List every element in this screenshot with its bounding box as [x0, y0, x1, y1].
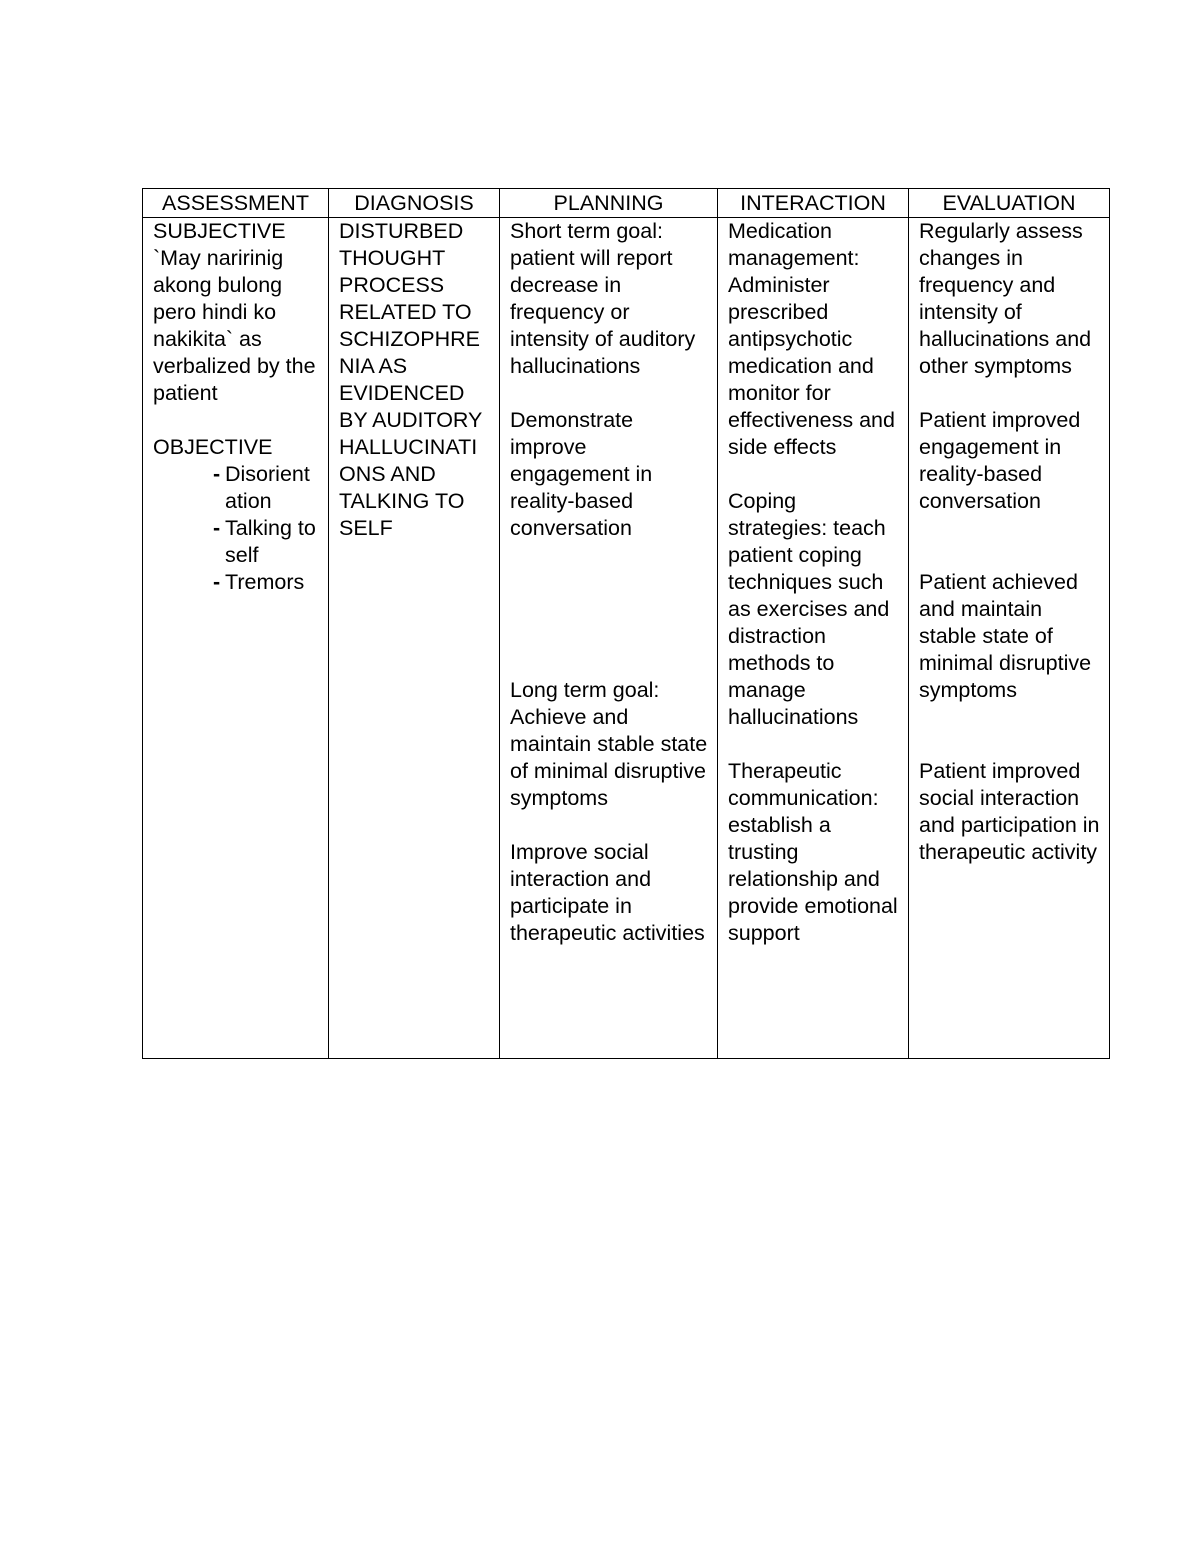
bullet-dash: - — [213, 462, 221, 486]
spacer — [919, 704, 1101, 758]
objective-list — [153, 461, 320, 596]
header-planning: PLANNING — [500, 189, 718, 218]
spacer — [510, 380, 709, 407]
spacer — [919, 380, 1101, 407]
interaction-cell — [718, 218, 909, 1059]
bullet-dash: - — [213, 570, 221, 594]
bullet-dash: - — [213, 516, 221, 540]
list-item — [213, 569, 320, 596]
evaluation-engagement: Patient improved engagement in reality-based conversation — [919, 408, 1081, 513]
spacer — [510, 812, 709, 839]
nursing-care-plan-table — [142, 188, 1110, 1059]
header-assessment: ASSESSMENT — [143, 189, 329, 218]
subjective-label: SUBJECTIVE — [153, 219, 286, 243]
spacer — [510, 542, 709, 677]
objective-label: OBJECTIVE — [153, 435, 273, 459]
table-row — [143, 218, 1110, 1059]
evaluation-stable: Patient achieved and maintain stable state of minimal disruptive symptoms — [919, 570, 1092, 702]
list-item — [213, 461, 320, 515]
header-evaluation: EVALUATION — [909, 189, 1110, 218]
objective-item: Disorientation — [225, 462, 310, 513]
spacer — [728, 731, 900, 758]
header-diagnosis: DIAGNOSIS — [329, 189, 500, 218]
short-term-goal: Short term goal: patient will report decrease in frequency or intensity of auditory hallucinations — [510, 219, 696, 378]
list-item — [213, 515, 320, 569]
evaluation-cell — [909, 218, 1110, 1059]
table-header-row — [143, 189, 1110, 218]
diagnosis-cell — [329, 218, 500, 1059]
objective-item: Tremors — [225, 570, 305, 594]
spacer — [153, 407, 320, 434]
therapeutic-communication: Therapeutic communication: establish a trusting relationship and provide emotional support — [728, 759, 898, 945]
social-goal: Improve social interaction and participate in therapeutic activities — [510, 840, 705, 945]
spacer — [919, 515, 1101, 569]
spacer — [728, 461, 900, 488]
diagnosis-text: DISTURBED THOUGHT PROCESS RELATED TO SCHIZOPHRENIA AS EVIDENCED BY AUDITORY HALLUCINATIONS AND TALKING TO SELF — [339, 219, 483, 540]
assessment-cell — [143, 218, 329, 1059]
long-term-goal: Long term goal: Achieve and maintain stable state of minimal disruptive symptoms — [510, 678, 708, 810]
medication-management: Medication management: Administer prescribed antipsychotic medication and monitor for effectiveness and side effects — [728, 219, 895, 459]
engagement-goal: Demonstrate improve engagement in reality-based conversation — [510, 408, 653, 540]
evaluation-assess: Regularly assess changes in frequency and intensity of hallucinations and other symptoms — [919, 219, 1092, 378]
subjective-text: `May naririnig akong bulong pero hindi ko nakikita` as verbalized by the patient — [153, 246, 316, 405]
evaluation-social: Patient improved social interaction and participation in therapeutic activity — [919, 759, 1100, 864]
coping-strategies: Coping strategies: teach patient coping techniques such as exercises and distraction methods to manage hallucinations — [728, 489, 890, 729]
header-interaction: INTERACTION — [718, 189, 909, 218]
objective-item: Talking to self — [225, 516, 316, 567]
planning-cell — [500, 218, 718, 1059]
